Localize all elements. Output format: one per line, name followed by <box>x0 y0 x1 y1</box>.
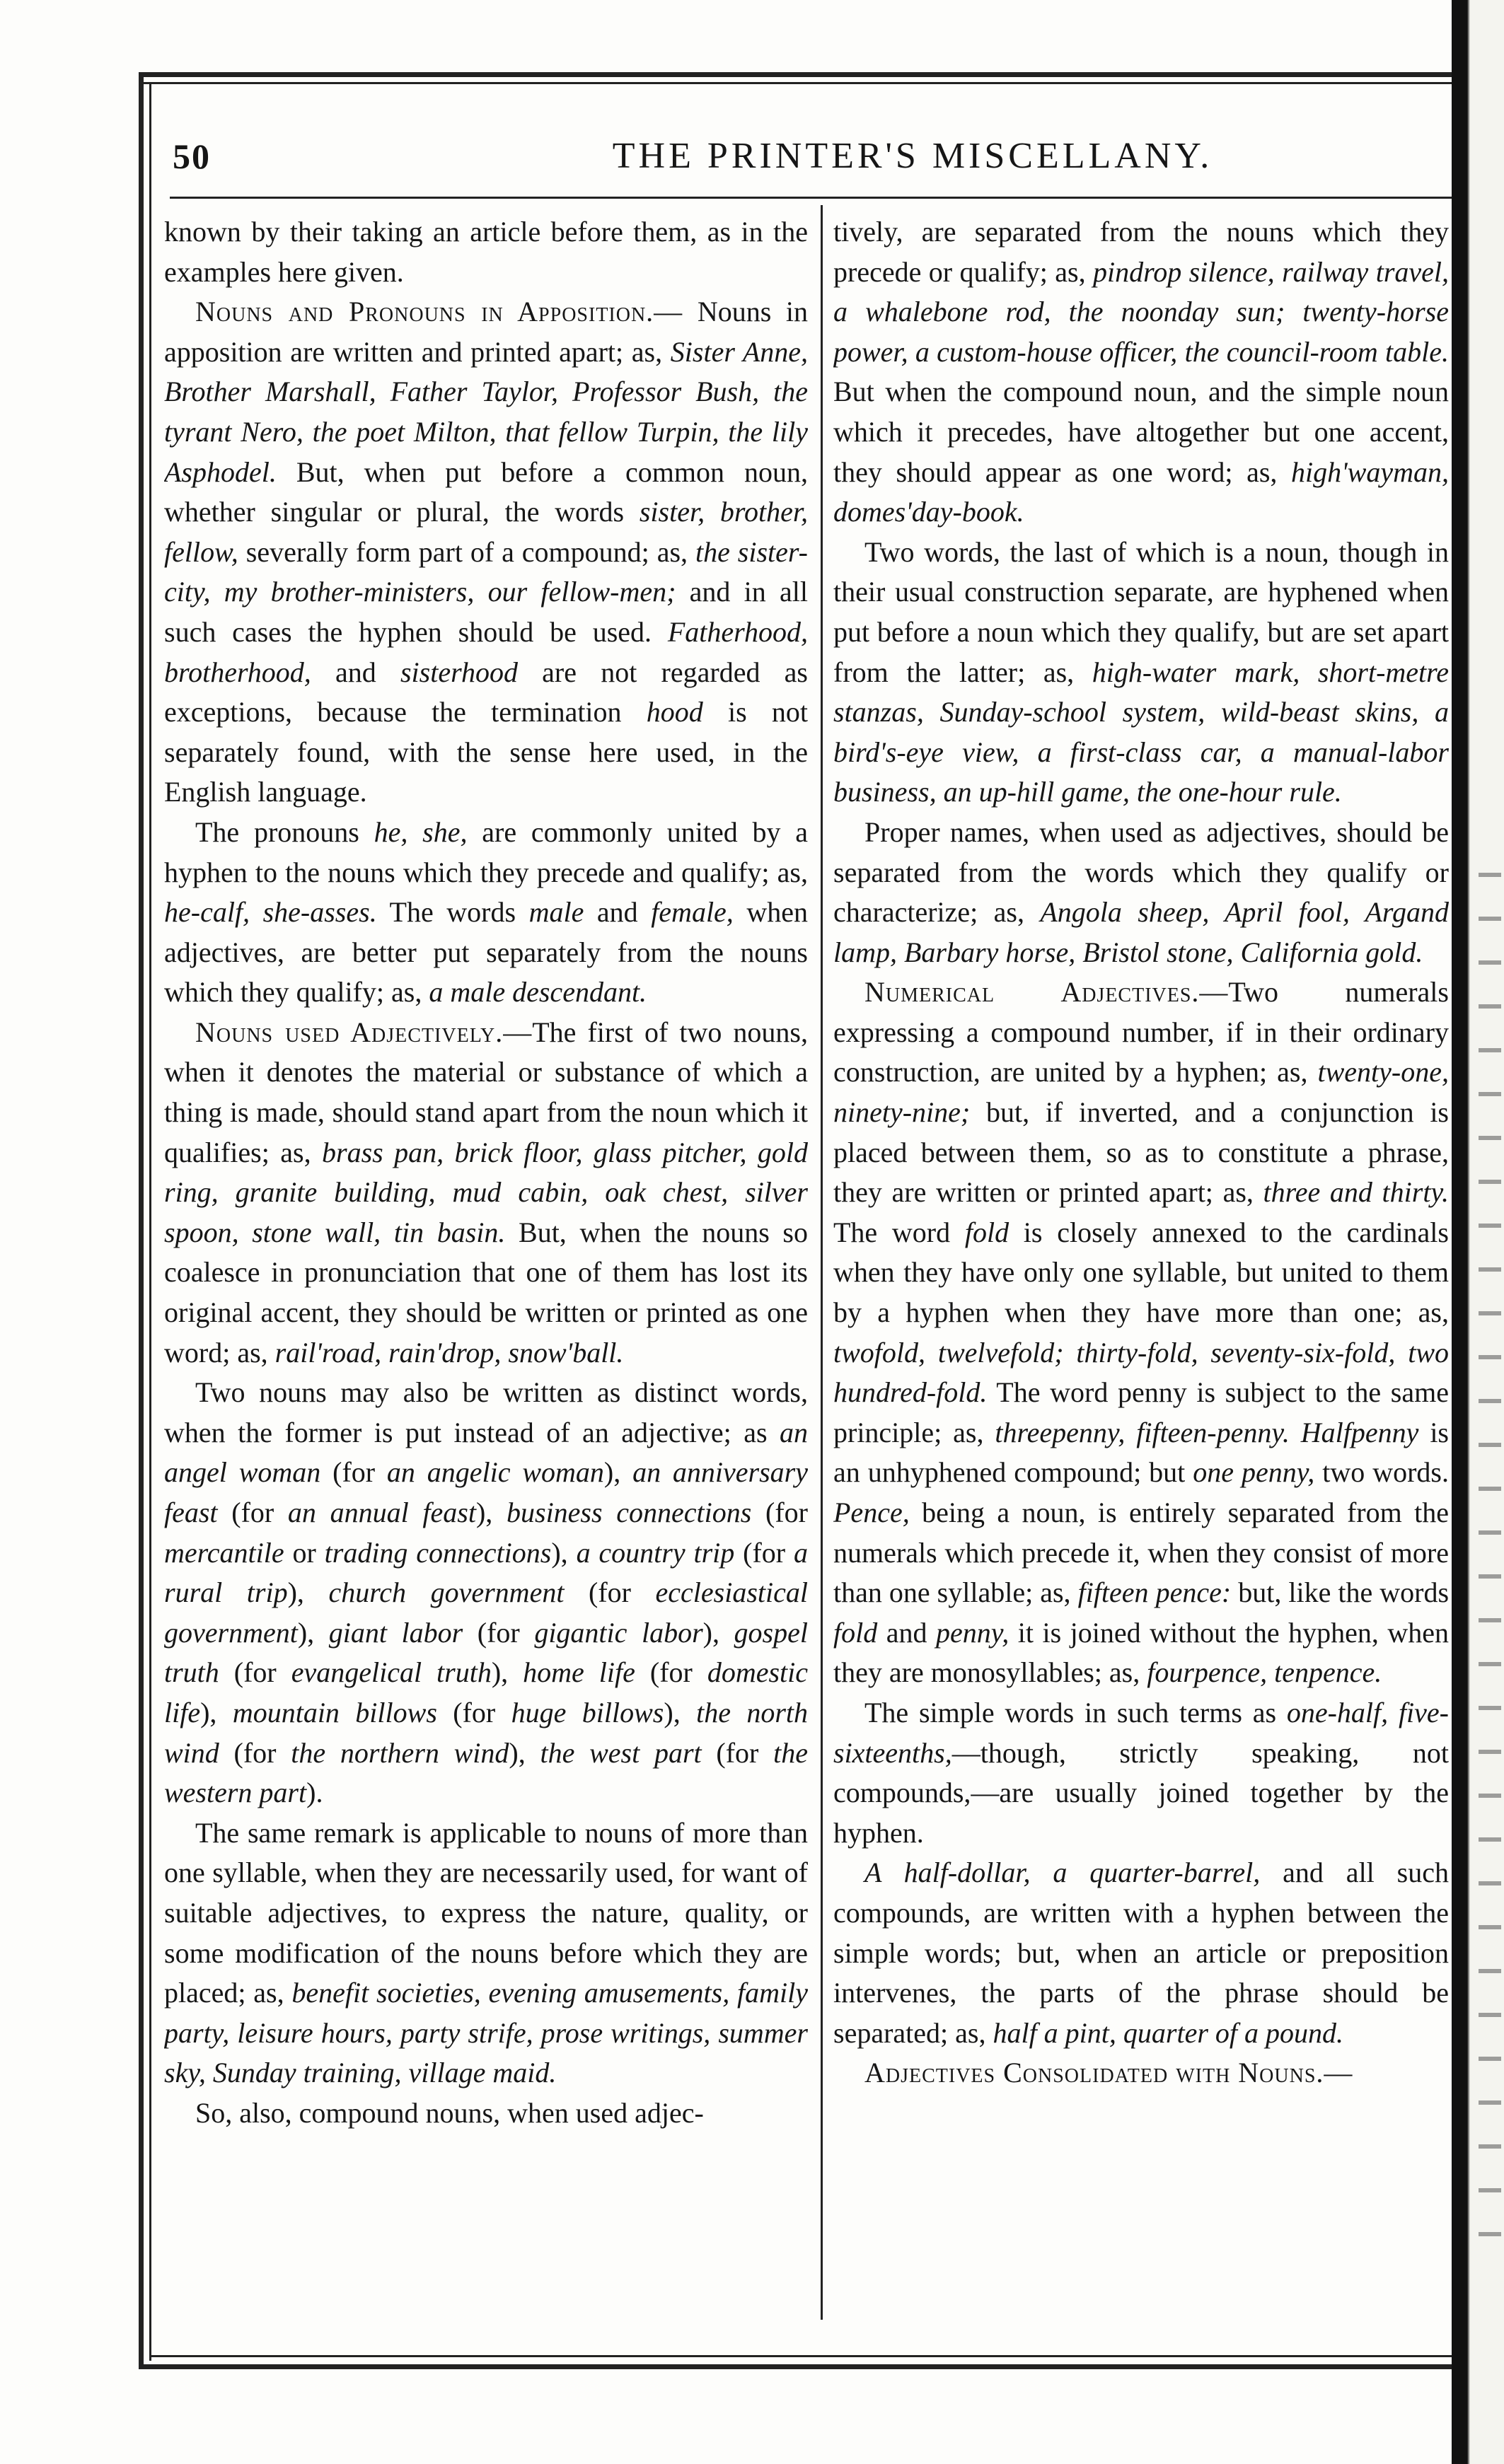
border-rule-bottom-inner <box>149 2355 1454 2357</box>
border-rule-left <box>139 72 144 2369</box>
paragraph <box>833 2053 1449 2093</box>
section-heading: Nouns used Adjectively.— <box>195 1016 533 1048</box>
page-header <box>163 124 1457 188</box>
running-title: THE PRINTER'S MISCELLANY. <box>612 136 1213 176</box>
paragraph: The same remark is applicable to nouns of more than one syllable, when they are necessarily used, for want of suitable adjectives, to express the nature, quality, or some modification of the nouns before which they are placed; as, benefit societies, evening amusements, family party, leisure hours, party strife, prose writings, summer sky, Sunday training, village maid. <box>164 1816 808 2089</box>
paragraph: The pronouns he, she, are commonly united by a hyphen to the nouns which they precede and qualify; as, he-calf, she-asses. The words male and female, when adjectives, are better put separately from the nouns which they qualify; as, a male descendant. <box>164 815 808 1009</box>
paragraph: Numerical Adjectives.—Two numerals expressing a compound number, if in their ordinary construction, are united by a hyphen; as, twenty-one, ninety-nine; but, if inverted, and a conjunction is placed between them, so as to constitute a phrase, they are written or printed apart; as, three and thirty. The word fold is closely annexed to the cardinals when they have only one syllable, but united to them by a hyphen when they have more than one; as, twofold, twelvefold; thirty-fold, seventy-six-fold, two hundred-fold. The word penny is subject to the same principle; as, threepenny, fifteen-penny. Halfpenny is an unhyphened compound; but one penny, two words. Pence, being a noun, is entirely separated from the numerals which precede it, when they consist of more than one syllable; as, fifteen pence: but, like the words fold and penny, it is joined without the hyphen, when they are monosyllables; as, fourpence, tenpence. <box>833 976 1449 1689</box>
paragraph: A half-dollar, a quarter-barrel, and all such compounds, are written with a hyphen between the simple words; but, when an article or preposition intervenes, the parts of the phrase should be separated; as, half a pint, quarter of a pound. <box>833 1856 1449 2049</box>
border-rule-left-inner <box>149 82 151 2361</box>
section-heading: Numerical Adjectives.— <box>864 976 1229 1009</box>
paragraph: Two nouns may also be written as distinct words, when the former is put instead of an adjective; as an angel woman (for an angelic woman), an anniversary feast (for an annual feast), business connections (for mercantile or trading connections), a country trip (for a rural trip), church government (for ecclesiastical government), giant labor (for gigantic labor), gospel truth (for evangelical truth), home life (for domestic life), mountain billows (for huge billows), the north wind (for the northern wind), the west part (for the western part). <box>164 1376 808 1809</box>
paragraph: Two words, the last of which is a noun, though in their usual construction separate, are hyphened when put before a noun which they qualify, but are set apart from the latter; as, high-water mark, short-metre stanzas, Sunday-school system, wild-beast skins, a bird's-eye view, a first-class car, a manual-labor business, an up-hill game, the one-hour rule. <box>833 535 1449 808</box>
section-heading: Nouns and Pronouns in Apposition.— <box>195 296 683 328</box>
paragraph: So, also, compound nouns, when used adjec- <box>195 2096 704 2129</box>
paragraph: Nouns and Pronouns in Apposition.— Nouns in apposition are written and printed apart; as, Sister Anne, Brother Marshall, Father Taylor, Professor Bush, the tyrant Nero, the poet Milton, that fellow Turpin, the lily Asphodel. But, when put before a common noun, whether singular or plural, the words sister, brother, fellow, severally form part of a compound; as, the sister-city, my brother-ministers, our fellow-men; and in all such cases the hyphen should be used. Fatherhood, brotherhood, and sisterhood are not regarded as exceptions, because the termination hood is not separately found, with the sense here used, in the English language. <box>164 296 808 808</box>
border-rule-top <box>139 72 1454 77</box>
header-rule <box>170 197 1457 199</box>
facing-page-text-bleed <box>1479 849 1501 2263</box>
paragraph: Proper names, when used as adjectives, should be separated from the words which they qualify or characterize; as, Angola sheep, April fool, Argand lamp, Barbary horse, Bristol stone, California gold. <box>833 815 1449 968</box>
paragraph: Nouns used Adjectively.—The first of two nouns, when it denotes the material or substance of which a thing is made, should stand apart from the noun which it qualifies; as, brass pan, brick floor, glass pitcher, gold ring, granite building, mud cabin, oak chest, silver spoon, stone wall, tin basin. But, when the nouns so coalesce in pronunciation that one of them has lost its original accent, they should be written or printed as one word; as, rail'road, rain'drop, snow'ball. <box>164 1016 808 1368</box>
right-column <box>833 212 1449 2320</box>
border-rule-top-inner <box>139 82 1454 84</box>
column-divider <box>821 205 823 2320</box>
paragraph: tively, are separated from the nouns which they precede or qualify; as, pindrop silence, railway travel, a whalebone rod, the noonday sun; twenty-horse power, a custom-house officer, the council-room table. But when the compound noun, and the simple noun which it precedes, have altogether but one accent, they should appear as one word; as, high'wayman, domes'day-book. <box>833 216 1449 528</box>
border-rule-bottom <box>139 2364 1454 2369</box>
left-column <box>164 212 808 2320</box>
paragraph: known by their taking an article before them, as in the examples here given. <box>164 216 808 288</box>
page-number: 50 <box>173 136 211 176</box>
section-heading: Adjectives Consolidated with Nouns.— <box>864 2057 1353 2089</box>
paragraph: The simple words in such terms as one-half, five-sixteenths,—though, strictly speaking, not compounds,—are usually joined together by the hyphen. <box>833 1696 1449 1849</box>
